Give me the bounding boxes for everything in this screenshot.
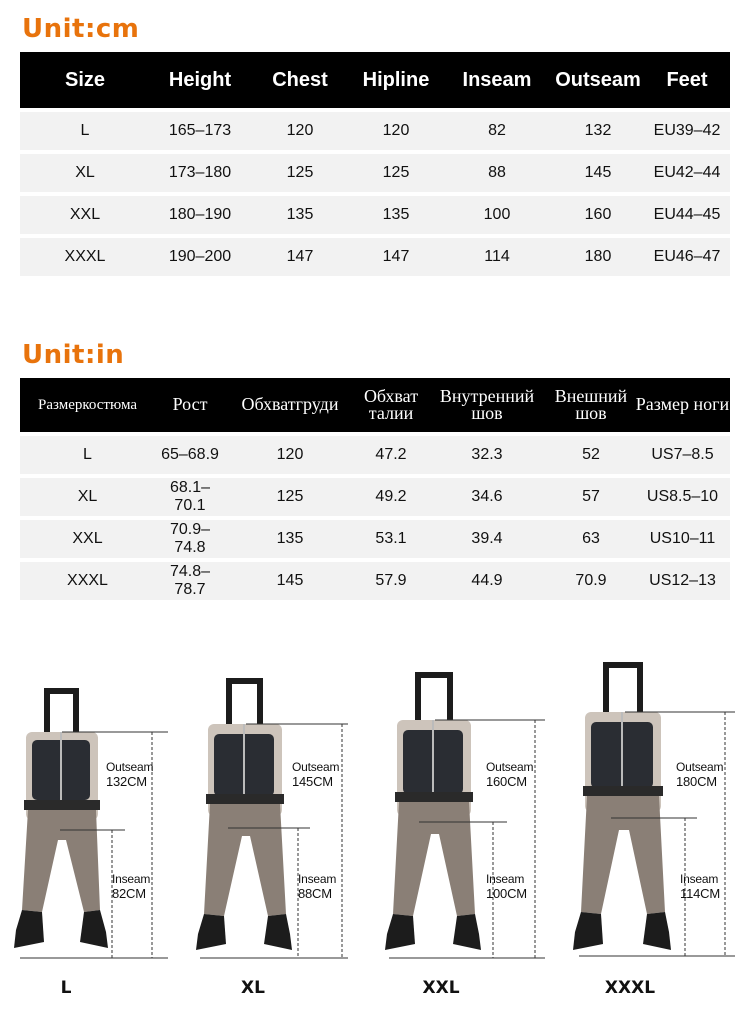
outseam-label: Outseam — [486, 760, 534, 774]
wader-figure-xl — [190, 672, 360, 960]
table-cell: L — [83, 446, 92, 463]
outseam-label: Outseam — [676, 760, 724, 774]
wader-graphic — [196, 678, 292, 950]
table-cell: EU42–44 — [653, 164, 721, 181]
table-cell: 165–173 — [168, 122, 232, 139]
table-header — [20, 52, 730, 108]
table-cell: EU39–42 — [653, 122, 721, 139]
table-row — [20, 154, 730, 192]
table-cell: 82 — [488, 122, 506, 139]
table-cell: 44.9 — [471, 572, 503, 589]
outseam-label: Outseam — [106, 760, 154, 774]
table-row — [20, 436, 730, 474]
table-cell: 57 — [582, 488, 600, 505]
table-cell: XXL — [72, 530, 103, 547]
inseam-value: 114CM — [680, 886, 720, 902]
size-label-xxl: XXL — [422, 978, 460, 998]
inseam-value: 82CM — [112, 886, 146, 902]
inseam-label: Inseam — [486, 872, 525, 886]
table-cell: 120 — [276, 446, 304, 463]
table-cell: XXXL — [67, 572, 108, 589]
wader-graphic — [14, 688, 108, 948]
table-cell: US12–13 — [649, 572, 716, 589]
wader-graphic — [385, 672, 481, 950]
table-cell: EU44–45 — [653, 206, 721, 223]
inseam-annotation-l — [112, 872, 150, 902]
table-cell: 145 — [584, 164, 612, 181]
outseam-value: 145CM — [292, 774, 333, 790]
wader-figure-l — [0, 680, 175, 960]
table-row — [20, 238, 730, 276]
table-cell: 34.6 — [471, 488, 503, 505]
table-cell: 114 — [484, 248, 510, 265]
header-cell: Обхват талии — [363, 385, 419, 423]
inseam-annotation-xxxl — [680, 872, 720, 902]
wader-figure-xxl — [375, 668, 550, 960]
outseam-value: 132CM — [106, 774, 147, 790]
table-cell: 53.1 — [375, 530, 407, 547]
header-cell: Размеркостюма — [37, 396, 138, 413]
table-cell: 100 — [483, 206, 511, 223]
unit-in-title: Unit:in — [22, 340, 125, 370]
table-cell: XXXL — [64, 248, 106, 265]
inseam-label: Inseam — [680, 872, 719, 886]
table-cell: 74.8–78.7 — [169, 563, 211, 598]
table-cell: 160 — [584, 206, 612, 223]
table-row — [20, 520, 730, 558]
table-row — [20, 478, 730, 516]
header-cell: Feet — [666, 69, 708, 91]
table-cell: XXL — [69, 206, 101, 223]
header-cell: Обхватгруди — [241, 394, 339, 415]
table-cell: 70.9–74.8 — [169, 521, 211, 556]
header-cell: Рост — [172, 394, 208, 415]
table-cell: 63 — [582, 530, 600, 547]
table-cell: 120 — [382, 122, 410, 139]
table-cell: 145 — [276, 572, 304, 589]
table-cell: 180 — [584, 248, 612, 265]
table-cell: 135 — [382, 206, 410, 223]
wader-graphic — [573, 662, 671, 950]
outseam-annotation-xxxl — [676, 760, 723, 790]
header-cell: Размер ноги — [635, 394, 730, 415]
header-cell: Chest — [272, 69, 328, 91]
header-cell: Inseam — [462, 69, 532, 91]
table-cell: 125 — [382, 164, 410, 181]
size-label-xxxl: XXXL — [604, 978, 656, 998]
table-cell: US10–11 — [649, 530, 716, 547]
unit-cm-title: Unit:cm — [22, 14, 140, 44]
outseam-annotation-l — [106, 760, 153, 790]
table-cell: 132 — [584, 122, 612, 139]
table-cell: 125 — [276, 488, 304, 505]
table-cell: 173–180 — [168, 164, 232, 181]
size-label-xl: XL — [241, 978, 265, 998]
table-cell: 65–68.9 — [161, 446, 219, 463]
header-cell: Внешний шов — [554, 385, 628, 423]
table-cell: L — [80, 122, 90, 139]
table-row — [20, 112, 730, 150]
header-cell: Height — [168, 69, 232, 91]
table-cell: 147 — [286, 248, 314, 265]
table-row — [20, 562, 730, 600]
outseam-annotation-xl — [292, 760, 339, 790]
inseam-value: 100CM — [486, 886, 527, 902]
outseam-annotation-xxl — [486, 760, 533, 790]
wader-size-figures — [0, 640, 750, 1014]
header-cell: Внутренний шов — [439, 385, 535, 423]
outseam-label: Outseam — [292, 760, 340, 774]
table-cell: 57.9 — [375, 572, 407, 589]
table-cell: 39.4 — [471, 530, 503, 547]
size-table-in — [20, 378, 730, 600]
table-cell: 190–200 — [168, 248, 232, 265]
table-cell: 70.9 — [575, 572, 607, 589]
table-cell: 49.2 — [375, 488, 407, 505]
inseam-label: Inseam — [112, 872, 151, 886]
table-row — [20, 196, 730, 234]
wader-figure-xxxl — [565, 660, 740, 960]
inseam-value: 88CM — [298, 886, 332, 902]
inseam-annotation-xl — [298, 872, 336, 902]
table-cell: 32.3 — [471, 446, 503, 463]
table-cell: US7–8.5 — [651, 446, 714, 463]
table-cell: 68.1–70.1 — [169, 479, 211, 514]
table-cell: 135 — [286, 206, 314, 223]
size-label-l: L — [60, 978, 72, 998]
table-cell: 120 — [286, 122, 314, 139]
inseam-annotation-xxl — [486, 872, 527, 902]
table-header — [20, 378, 730, 432]
header-cell: Outseam — [555, 69, 641, 91]
table-cell: US8.5–10 — [646, 488, 719, 505]
table-cell: 147 — [382, 248, 410, 265]
table-cell: XL — [77, 488, 98, 505]
outseam-value: 160CM — [486, 774, 527, 790]
table-cell: XL — [75, 164, 95, 181]
table-cell: 180–190 — [168, 206, 232, 223]
table-cell: 125 — [286, 164, 314, 181]
inseam-label: Inseam — [298, 872, 337, 886]
table-cell: EU46–47 — [653, 248, 721, 265]
header-cell: Hipline — [362, 69, 430, 91]
table-cell: 47.2 — [375, 446, 407, 463]
size-table-cm — [20, 52, 730, 276]
outseam-value: 180CM — [676, 774, 717, 790]
table-cell: 135 — [276, 530, 304, 547]
header-cell: Size — [64, 69, 106, 91]
table-cell: 88 — [488, 164, 506, 181]
table-cell: 52 — [582, 446, 600, 463]
